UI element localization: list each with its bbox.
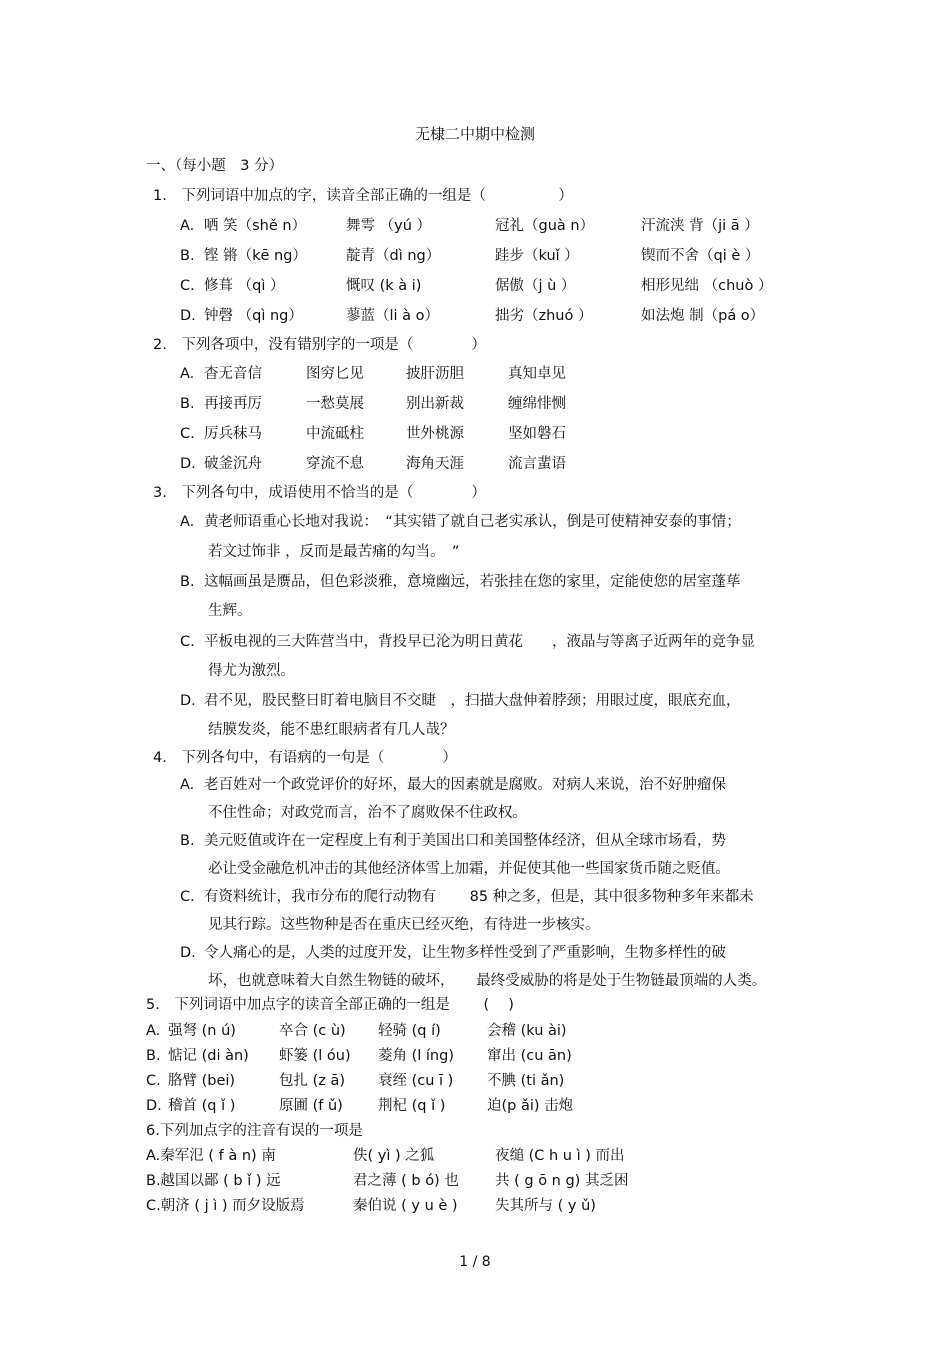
- option-item: 一愁莫展: [306, 396, 364, 412]
- option-text: 美元贬值或许在一定程度上有利于美国出口和美国整体经济，但从全球市场看，势: [204, 833, 726, 849]
- option-label: A.: [180, 777, 195, 793]
- option-item: 杳无音信: [204, 366, 262, 382]
- option-item: 穿流不息: [306, 456, 364, 472]
- option-label: B.: [180, 574, 195, 590]
- option-item: 汗流浃 背（ji ā ）: [641, 218, 759, 234]
- option-label: B.: [180, 396, 195, 412]
- option-label: D.: [180, 456, 196, 472]
- option-item: 慨叹 (k à i): [346, 278, 422, 294]
- option-item: 共 ( g ō n g) 其乏困: [495, 1173, 629, 1189]
- option-item: 别出新裁: [406, 396, 464, 412]
- option-text: 老百姓对一个政党评价的好坏，最大的因素就是腐败。对病人来说，治不好肿瘤保: [204, 777, 726, 793]
- option-label: B.: [180, 833, 195, 849]
- option-text: 黄老师语重心长地对我说： “其实错了就自己老实承认，倒是可使精神安泰的事情；: [204, 514, 741, 530]
- option-item: 图穷匕见: [306, 366, 364, 382]
- option-item: 轻骑 (q í): [378, 1023, 441, 1039]
- option-item: 秦伯说 ( y u è ): [353, 1198, 458, 1214]
- option-item: 蓼蓝（li à o）: [346, 308, 440, 324]
- option-item: 世外桃源: [406, 426, 464, 442]
- option-item: B.越国以鄙 ( b ǐ ) 远: [146, 1173, 281, 1189]
- option-item: 原圃 (f ǔ): [279, 1098, 343, 1114]
- option-item: 厉兵秣马: [204, 426, 262, 442]
- option-item: 菱角 (l íng): [378, 1048, 454, 1064]
- option-item: 真知卓见: [508, 366, 566, 382]
- option-item: 跬步（kuǐ ）: [495, 248, 579, 264]
- option-item: 卒合 (c ù): [279, 1023, 346, 1039]
- option-label: A.: [180, 218, 195, 234]
- option-text: 平板电视的三大阵营当中，背投早已沦为明日黄花 ，液晶与等离子近两年的竞争显: [204, 634, 755, 650]
- option-item: 海角天涯: [406, 456, 464, 472]
- option-label: C.: [180, 889, 195, 905]
- option-item: 披肝沥胆: [406, 366, 464, 382]
- option-label: C.: [180, 278, 195, 294]
- option-item: 拙劣（zhuó ）: [495, 308, 593, 324]
- option-item: 荆杞 (q ǐ ): [378, 1098, 446, 1114]
- q2-stem: 2. 下列各项中，没有错别字的一项是（ ）: [153, 337, 486, 353]
- option-item: 如法炮 制（pá o）: [641, 308, 765, 324]
- option-text: 生辉。: [208, 603, 252, 619]
- option-item: 修葺 （qì ）: [204, 278, 285, 294]
- option-item: 失其所与 ( y ǔ): [495, 1198, 596, 1214]
- option-item: C.朝济 ( j ì ) 而夕设版焉: [146, 1198, 305, 1214]
- q1-stem: 1. 下列词语中加点的字，读音全部正确的一组是（ ）: [153, 188, 573, 204]
- option-text: 结膜发炎，能不患红眼病者有几人哉？: [208, 722, 455, 738]
- option-item: 冠礼（guà n）: [495, 218, 595, 234]
- option-label: A.: [180, 366, 195, 382]
- option-text: 有资料统计，我市分布的爬行动物有 85 种之多，但是，其中很多物种多年来都未: [204, 889, 754, 905]
- option-item: 衰绖 (cu ī ): [378, 1073, 454, 1089]
- option-text: 令人痛心的是，人类的过度开发，让生物多样性受到了严重影响，生物多样性的破: [204, 945, 726, 961]
- option-item: 坚如磐石: [508, 426, 566, 442]
- q5-stem: 5. 下列词语中加点字的读音全部正确的一组是 ( ): [146, 997, 514, 1013]
- option-item: 靛青（dì ng）: [346, 248, 441, 264]
- option-item: 包扎 (z ā): [279, 1073, 346, 1089]
- option-item: 缠绵悱恻: [508, 396, 566, 412]
- option-item: 强弩 (n ú): [168, 1023, 236, 1039]
- option-item: 钟磬 （qì ng）: [204, 308, 303, 324]
- option-item: 哂 笑（shě n）: [204, 218, 307, 234]
- option-label: A.: [146, 1023, 161, 1039]
- option-text: 得尤为激烈。: [208, 663, 295, 679]
- option-item: A.秦军氾 ( f à n) 南: [146, 1148, 276, 1164]
- q3-stem: 3. 下列各句中，成语使用不恰当的是（ ）: [153, 485, 486, 501]
- option-item: 君之薄 ( b ó) 也: [353, 1173, 459, 1189]
- option-item: 迫(p ǎi) 击炮: [487, 1098, 574, 1114]
- option-text: 不住性命；对政党而言，治不了腐败保不住政权。: [208, 805, 527, 821]
- option-item: 流言蜚语: [508, 456, 566, 472]
- option-item: 锲而不舍（qi è ）: [641, 248, 760, 264]
- option-label: D.: [180, 308, 196, 324]
- option-label: C.: [146, 1073, 161, 1089]
- option-item: 再接再厉: [204, 396, 262, 412]
- option-item: 破釜沉舟: [204, 456, 262, 472]
- option-text: 这幅画虽是赝品，但色彩淡雅，意境幽远，若张挂在您的家里，定能使您的居室蓬荜: [204, 574, 741, 590]
- document-title: 无棣二中期中检测: [414, 125, 535, 143]
- option-item: 虾篓 (l óu): [279, 1048, 351, 1064]
- option-label: D.: [146, 1098, 162, 1114]
- page-number: 1 / 8: [459, 1254, 491, 1270]
- option-item: 中流砥柱: [306, 426, 364, 442]
- q4-stem: 4. 下列各句中，有语病的一句是（ ）: [153, 750, 457, 766]
- option-text: 必让受金融危机冲击的其他经济体雪上加霜，并促使其他一些国家货币随之贬值。: [208, 861, 730, 877]
- option-item: 舞雩 （yú ）: [346, 218, 431, 234]
- option-item: 不腆 (ti ǎn): [487, 1073, 565, 1089]
- option-label: D.: [180, 693, 196, 709]
- option-item: 相形见绌 （chuò ）: [641, 278, 773, 294]
- option-item: 窜出 (cu ān): [487, 1048, 572, 1064]
- option-item: 佚( yì ) 之狐: [353, 1148, 435, 1164]
- option-item: 胳臂 (bei): [168, 1073, 236, 1089]
- option-item: 惦记 (di àn): [168, 1048, 249, 1064]
- option-text: 若文过饰非 ，反而是最苦痛的勾当。 ”: [208, 544, 460, 560]
- option-label: D.: [180, 945, 196, 961]
- option-label: B.: [180, 248, 195, 264]
- q6-stem: 6.下列加点字的注音有误的一项是: [146, 1123, 363, 1139]
- option-text: 见其行踪。这些物种是否在重庆已经灭绝，有待进一步核实。: [208, 917, 600, 933]
- option-item: 夜缒 (C h u ì ) 而出: [495, 1148, 625, 1164]
- option-label: C.: [180, 426, 195, 442]
- option-text: 坏，也就意味着大自然生物链的破坏， 最终受威胁的将是处于生物链最顶端的人类。: [208, 973, 767, 989]
- option-item: 会稽 (ku ài): [487, 1023, 567, 1039]
- option-item: 倨傲（j ù ）: [495, 278, 576, 294]
- option-item: 稽首 (q ǐ ): [168, 1098, 236, 1114]
- option-item: 铿 锵（kē ng）: [204, 248, 307, 264]
- option-label: B.: [146, 1048, 161, 1064]
- option-label: C.: [180, 634, 195, 650]
- option-text: 君不见，股民整日盯着电脑目不交睫 ，扫描大盘伸着脖颈；用眼过度，眼底充血，: [204, 693, 741, 709]
- option-label: A.: [180, 514, 195, 530]
- section-header: 一、（每小题 3 分）: [146, 158, 284, 174]
